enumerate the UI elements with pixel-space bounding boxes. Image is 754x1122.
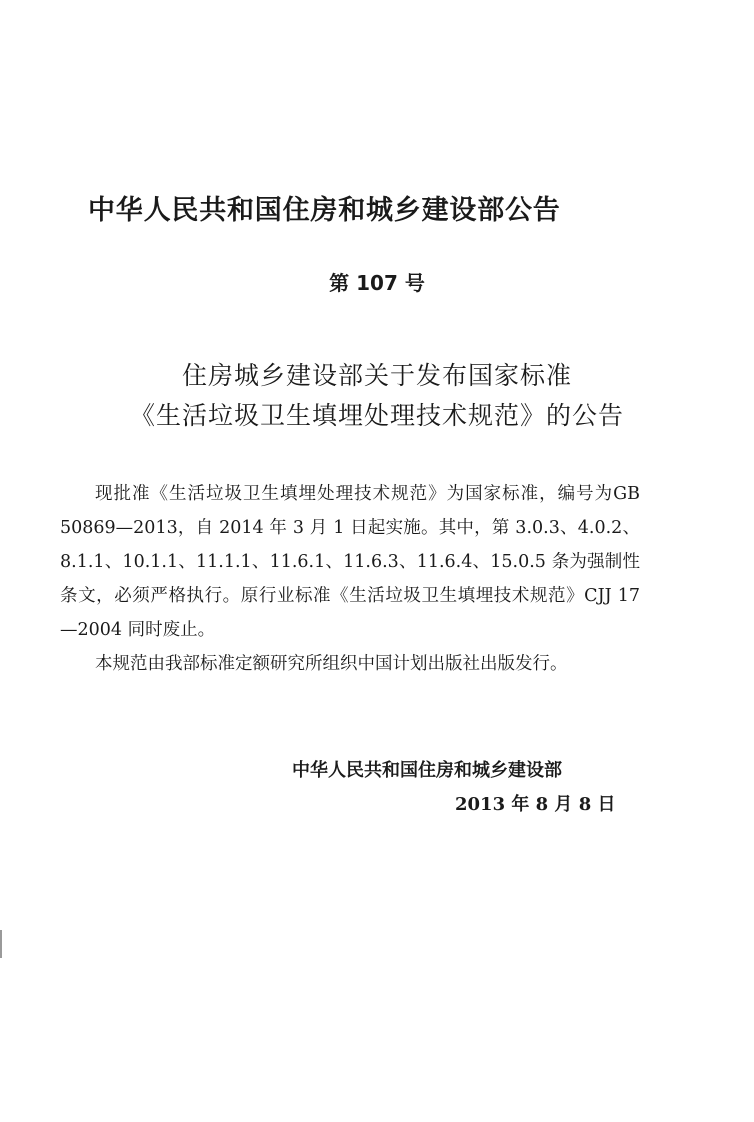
scan-edge-mark <box>0 930 2 958</box>
subtitle-line-1: 住房城乡建设部关于发布国家标准 <box>181 361 572 390</box>
document-title: 中华人民共和国住房和城乡建设部公告 <box>88 195 561 226</box>
subtitle-line-2: 《生活垃圾卫生填埋处理技术规范》的公告 <box>129 401 624 430</box>
signature-date: 2013 年 8 月 8 日 <box>455 794 616 815</box>
notice-body <box>60 477 640 681</box>
body-paragraph-1: 现批准《生活垃圾卫生填埋处理技术规范》为国家标准，编号为GB 50869—2013，自 2014 年 3 月 1 日起实施。其中，第 3.0.3、4.0.2、8.1.1、10.1.1、11.1.1、11.6.1、11.6.3、11.6.4、15.0.5 条为强制性条文，必须严格执行。原行业标准《生活垃圾卫生填埋技术规范》CJJ 17—2004 同时废止。 <box>60 484 640 640</box>
body-paragraph-2: 本规范由我部标准定额研究所组织中国计划出版社出版发行。 <box>95 654 568 674</box>
signature-organization: 中华人民共和国住房和城乡建设部 <box>292 760 562 781</box>
notice-number: 第 107 号 <box>329 271 425 295</box>
